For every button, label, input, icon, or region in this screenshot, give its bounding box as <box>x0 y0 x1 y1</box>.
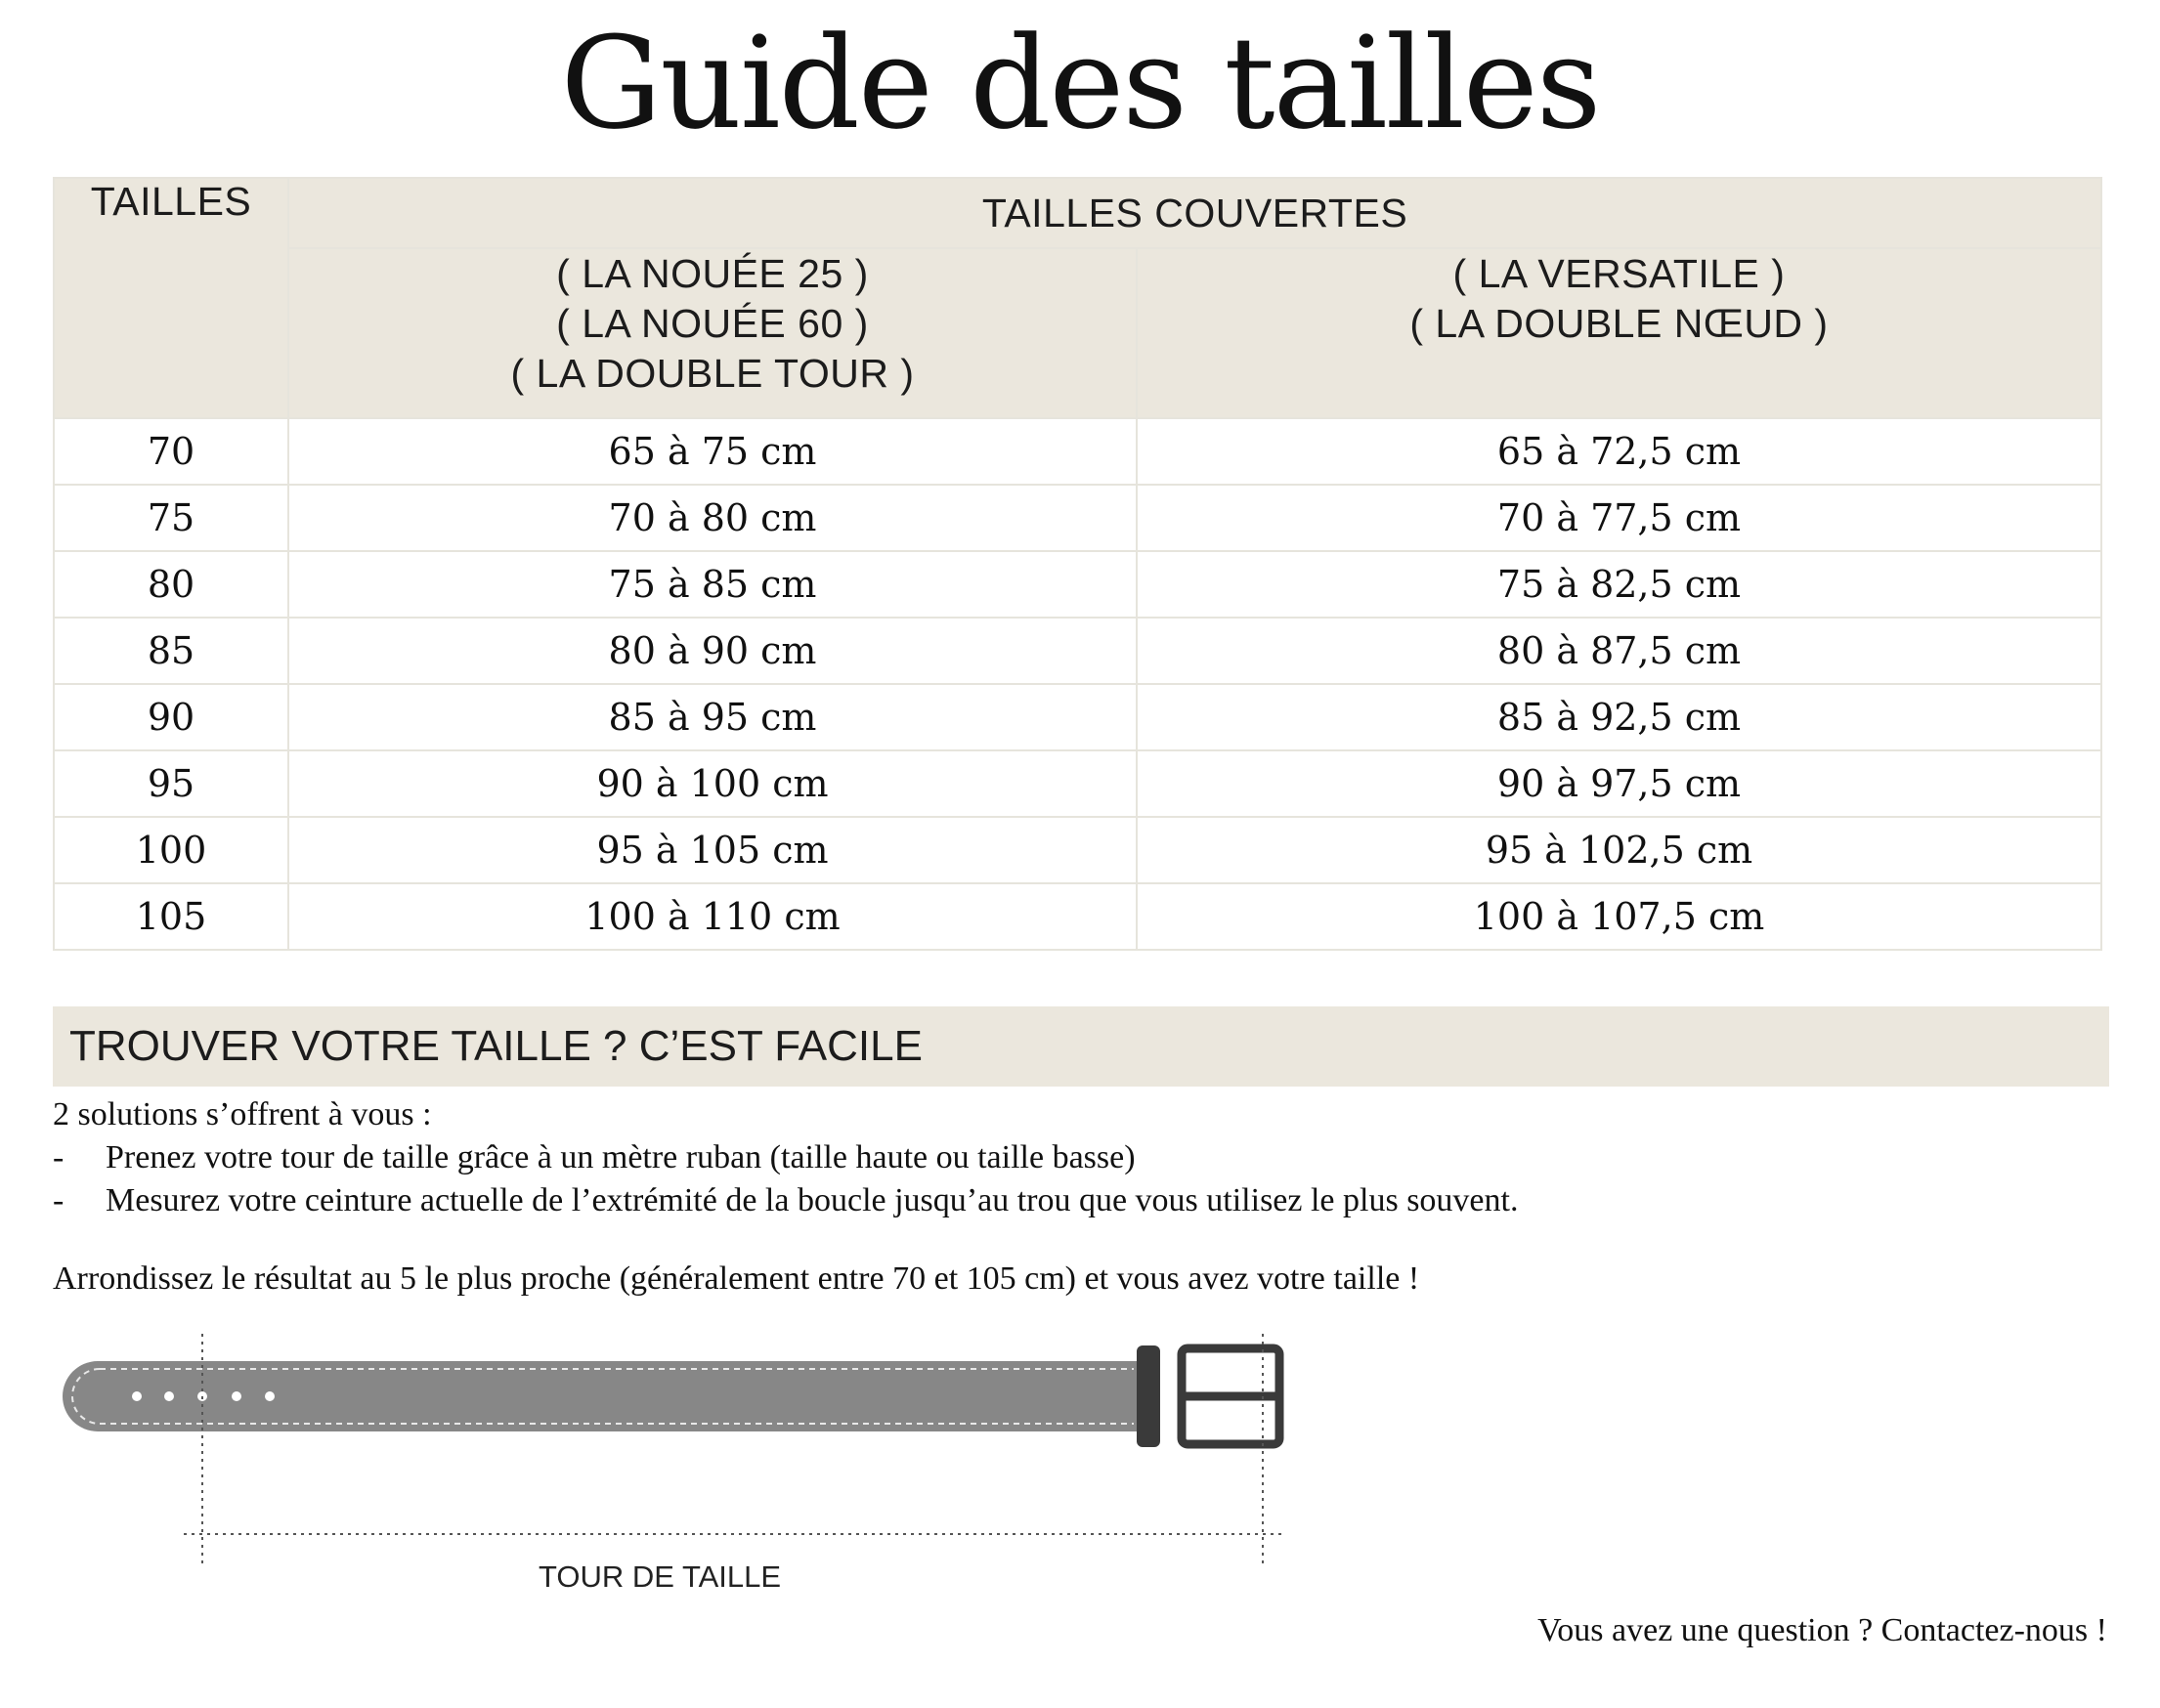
range-cell-a: 65 à 75 cm <box>288 418 1137 485</box>
product-name: ( LA DOUBLE TOUR ) <box>510 351 915 396</box>
size-table <box>53 177 2102 951</box>
table-row <box>54 618 2101 684</box>
bullet-dash: - <box>53 1139 65 1175</box>
range-cell-a: 70 à 80 cm <box>288 485 1137 551</box>
header-covered-sizes: TAILLES COUVERTES <box>288 178 2101 248</box>
range-cell-b: 80 à 87,5 cm <box>1137 618 2101 684</box>
belt-keeper <box>1137 1345 1160 1447</box>
range-cell-a: 100 à 110 cm <box>288 883 1137 950</box>
range-cell-a: 80 à 90 cm <box>288 618 1137 684</box>
size-cell: 90 <box>54 684 288 750</box>
product-name: ( LA NOUÉE 25 ) <box>556 251 869 296</box>
range-cell-a: 85 à 95 cm <box>288 684 1137 750</box>
belt-strap <box>63 1361 1144 1431</box>
belt-hole <box>265 1391 275 1401</box>
table-row <box>54 883 2101 950</box>
table-row <box>54 485 2101 551</box>
size-cell: 95 <box>54 750 288 817</box>
bullet-dash: - <box>53 1182 65 1218</box>
header-product-group-b <box>1137 248 2101 418</box>
howto-heading: TROUVER VOTRE TAILLE ? C’EST FACILE <box>53 1006 2109 1087</box>
howto-round-tip: Arrondissez le résultat au 5 le plus proche (généralement entre 70 et 105 cm) et vous avez votre taille ! <box>53 1260 1420 1297</box>
header-product-group-a <box>288 248 1137 418</box>
belt-hole <box>232 1391 241 1401</box>
belt-illustration <box>59 1334 1310 1568</box>
size-cell: 85 <box>54 618 288 684</box>
size-cell: 80 <box>54 551 288 618</box>
belt-hole <box>164 1391 174 1401</box>
size-cell: 75 <box>54 485 288 551</box>
range-cell-a: 90 à 100 cm <box>288 750 1137 817</box>
table-row <box>54 684 2101 750</box>
product-name: ( LA VERSATILE ) <box>1452 251 1786 296</box>
product-name: ( LA DOUBLE NŒUD ) <box>1409 301 1829 346</box>
range-cell-b: 65 à 72,5 cm <box>1137 418 2101 485</box>
size-cell: 105 <box>54 883 288 950</box>
table-row <box>54 817 2101 883</box>
range-cell-b: 100 à 107,5 cm <box>1137 883 2101 950</box>
range-cell-b: 75 à 82,5 cm <box>1137 551 2101 618</box>
range-cell-b: 70 à 77,5 cm <box>1137 485 2101 551</box>
range-cell-a: 75 à 85 cm <box>288 551 1137 618</box>
contact-link[interactable]: Vous avez une question ? Contactez-nous ! <box>1537 1612 2107 1648</box>
buckle-icon <box>1182 1348 1279 1444</box>
size-cell: 70 <box>54 418 288 485</box>
range-cell-b: 85 à 92,5 cm <box>1137 684 2101 750</box>
howto-intro: 2 solutions s’offrent à vous : <box>53 1096 432 1132</box>
range-cell-b: 90 à 97,5 cm <box>1137 750 2101 817</box>
header-sizes: TAILLES <box>54 178 288 418</box>
product-name: ( LA NOUÉE 60 ) <box>556 301 869 346</box>
page-title: Guide des tailles <box>560 9 1600 157</box>
size-cell: 100 <box>54 817 288 883</box>
range-cell-b: 95 à 102,5 cm <box>1137 817 2101 883</box>
belt-hole <box>132 1391 142 1401</box>
range-cell-a: 95 à 105 cm <box>288 817 1137 883</box>
waist-measure-label: TOUR DE TAILLE <box>538 1559 782 1594</box>
table-row <box>54 418 2101 485</box>
table-row <box>54 551 2101 618</box>
howto-item <box>53 1182 1518 1219</box>
howto-item <box>53 1139 1136 1176</box>
howto-item-text: Mesurez votre ceinture actuelle de l’extrémité de la boucle jusqu’au trou que vous utilisez le plus souvent. <box>106 1182 1519 1218</box>
table-row <box>54 750 2101 817</box>
howto-item-text: Prenez votre tour de taille grâce à un mètre ruban (taille haute ou taille basse) <box>106 1139 1136 1175</box>
